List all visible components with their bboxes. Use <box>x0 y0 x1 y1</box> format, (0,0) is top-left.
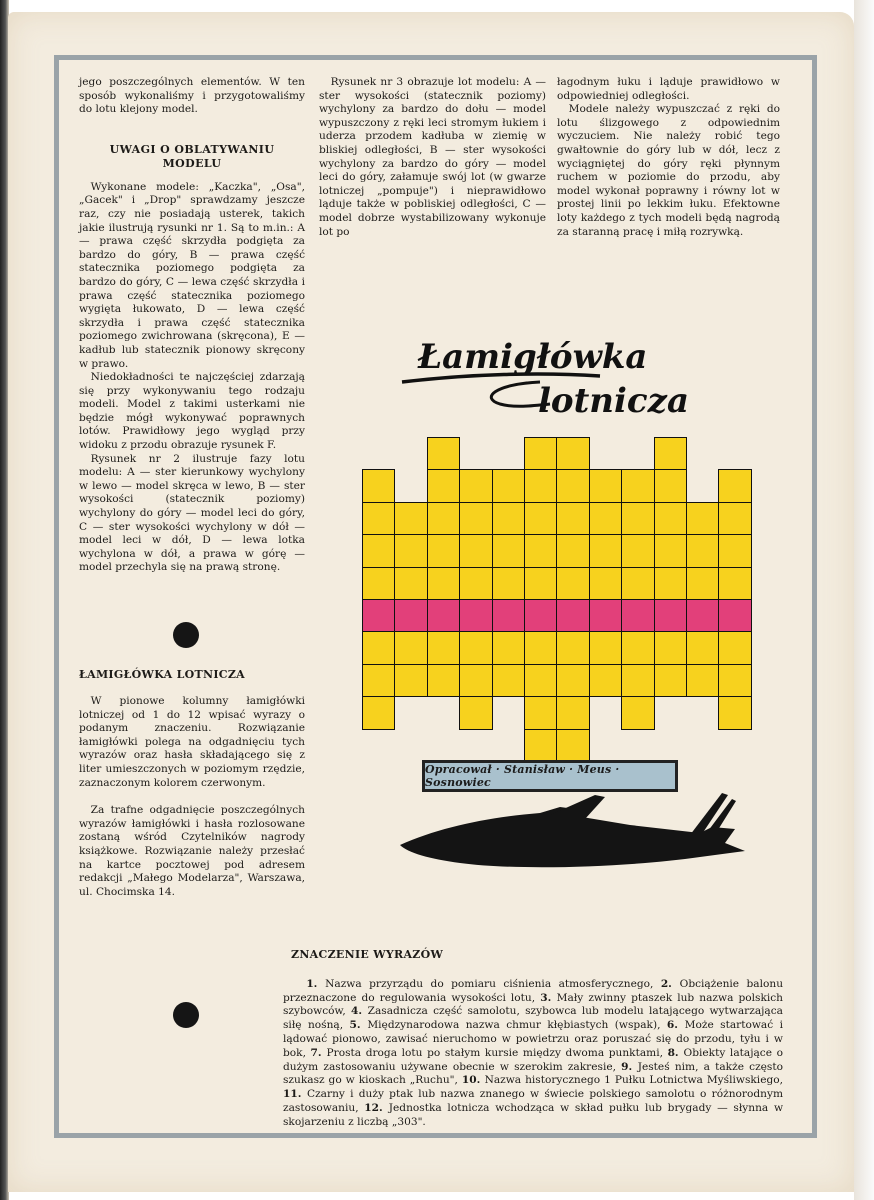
word-meanings <box>283 948 783 1130</box>
crossword-cell <box>427 534 460 567</box>
crossword-cell <box>556 631 589 664</box>
punch-hole-dot <box>173 1002 199 1028</box>
crossword-cell <box>718 631 751 664</box>
crossword-cell <box>556 696 589 729</box>
crossword-cell <box>427 567 460 600</box>
crossword-cell <box>556 502 589 535</box>
column-3 <box>557 76 780 239</box>
intro-text: jego poszczególnych elementów. W ten sposób wykonaliśmy i przygotowaliśmy do lotu klejony model. <box>79 76 305 116</box>
crossword-cell <box>556 469 589 502</box>
crossword-cell <box>362 502 395 535</box>
crossword-cell <box>589 664 622 697</box>
meaning-text: Obiekty latające o dużym zastosowaniu używane obecnie w szerokim zakresie, <box>283 1046 783 1073</box>
airplane-silhouette <box>400 785 750 875</box>
crossword-solution-cell <box>589 599 622 632</box>
crossword-cell <box>654 502 687 535</box>
paragraph: Rysunek nr 2 ilustruje fazy lotu modelu: A — ster kierunkowy wychylony w lewo — model skręca w lewo, B — ster wysokości (statecznik poziomy) wychylony do góry — model leci do góry, C — ster wysokości wychylony w dół — model leci w dół, D — lewa lotka wychylona w dół, a prawa w górę — model przechyla się na prawą stronę. <box>79 452 305 574</box>
crossword-cell <box>718 469 751 502</box>
crossword-solution-cell <box>654 599 687 632</box>
crossword-cell <box>459 567 492 600</box>
crossword-cell <box>621 469 654 502</box>
meanings-heading: ZNACZENIE WYRAZÓW <box>291 948 444 961</box>
puzzle-heading: ŁAMIGŁÓWKA LOTNICZA <box>79 668 246 681</box>
crossword-cell <box>686 631 719 664</box>
plane-wing <box>550 795 605 819</box>
crossword-cell <box>492 534 525 567</box>
crossword-solution-cell <box>362 599 395 632</box>
meaning-number: 4. <box>350 1005 368 1018</box>
crossword-solution-cell <box>427 599 460 632</box>
crossword-solution-cell <box>621 599 654 632</box>
meaning-text: Obciążenie balonu przeznaczone do regulowania wysokości lotu, <box>283 977 784 1004</box>
meanings-list <box>283 978 783 1130</box>
paragraph: łagodnym łuku i ląduje prawidłowo w odpowiedniej odległości. <box>557 76 780 102</box>
meaning-number: 9. <box>621 1060 638 1073</box>
crossword-cell <box>524 729 557 762</box>
crossword-cell <box>492 664 525 697</box>
crossword-solution-cell <box>686 599 719 632</box>
crossword-cell <box>427 664 460 697</box>
crossword-solution-cell <box>492 599 525 632</box>
crossword-cell <box>394 664 427 697</box>
paragraph: Rysunek nr 3 obrazuje lot modelu: A — ster wysokości (statecznik poziomy) wychylony za bardzo do dołu — model wypuszczony z ręki leci stromym łukiem i uderza przodem kadłuba w ziemię w bliskiej odległości, B — ster wysokości wychylony za bardzo do góry — model leci do góry, załamuje swój lot (w gwarze lotniczej „pompuje") i nieprawidłowo ląduje także w pobliskiej odległości, C — model dobrze wystabilizowany wykonuje lot po <box>319 76 546 238</box>
crossword-cell <box>621 567 654 600</box>
crossword-cell <box>524 437 557 470</box>
crossword-cell <box>621 696 654 729</box>
crossword-cell <box>654 437 687 470</box>
crossword-cell <box>524 502 557 535</box>
crossword-cell <box>492 567 525 600</box>
crossword-cell <box>589 502 622 535</box>
meaning-number: 3. <box>540 991 557 1004</box>
column-1 <box>79 76 305 575</box>
crossword-cell <box>362 664 395 697</box>
meaning-text: Nazwa historycznego 1 Pułku Lotnictwa Myśliwskiego, <box>484 1074 783 1087</box>
crossword-cell <box>686 567 719 600</box>
paragraph: Modele należy wypuszczać z ręki do lotu ślizgowego z odpowiednim wyczuciem. Nie należy robić tego gwałtownie do góry lub w dół, lecz z wyciągniętej do góry ręki płynnym ruchem w poziomie do przodu, aby model wykonał poprawny i równy lot w prostej linii po lekkim łuku. Efektowne loty każdego z tych modeli będą nagrodą za staranną pracę i miłą rozrywką. <box>557 103 780 238</box>
crossword-cell <box>556 664 589 697</box>
crossword-cell <box>686 502 719 535</box>
crossword-cell <box>654 534 687 567</box>
crossword-cell <box>524 631 557 664</box>
crossword-cell <box>459 502 492 535</box>
crossword-cell <box>459 631 492 664</box>
crossword-cell <box>621 664 654 697</box>
meaning-text: Zasadnicza część samolotu, szybowca lub modelu latającego wytwarzająca siłę nośną, <box>283 1005 783 1032</box>
crossword-cell <box>686 664 719 697</box>
crossword-cell <box>394 631 427 664</box>
crossword-cell <box>589 534 622 567</box>
crossword-cell <box>362 631 395 664</box>
crossword-cell <box>621 534 654 567</box>
meaning-number: 11. <box>283 1088 307 1101</box>
column-2 <box>319 76 546 239</box>
meaning-text: Jesteś nim, a także często szukasz go w kioskach „Ruchu", <box>283 1060 783 1087</box>
crossword-cell <box>621 502 654 535</box>
crossword-cell <box>654 631 687 664</box>
title-line-2: lotnicza <box>538 381 689 421</box>
crossword-cell <box>427 469 460 502</box>
crossword-cell <box>394 534 427 567</box>
crossword-cell <box>524 534 557 567</box>
crossword-cell <box>718 502 751 535</box>
crossword-cell <box>362 469 395 502</box>
puzzle-title-lettering <box>400 322 700 432</box>
meaning-text: Nazwa przyrządu do pomiaru ciśnienia atmosferycznego, <box>325 977 661 990</box>
meaning-number: 7. <box>310 1046 327 1059</box>
crossword-cell <box>362 534 395 567</box>
crossword-cell <box>589 567 622 600</box>
section-heading-flight-notes: UWAGI O OBLATYWANIU MODELU <box>109 142 275 170</box>
crossword-cell <box>492 631 525 664</box>
crossword-cell <box>492 502 525 535</box>
meaning-text: Mały zwinny ptaszek lub nazwa polskich szybowców, <box>283 991 784 1018</box>
crossword-cell <box>394 502 427 535</box>
crossword-cell <box>589 631 622 664</box>
punch-hole-dot <box>173 622 199 648</box>
crossword-solution-cell <box>556 599 589 632</box>
crossword-cell <box>427 502 460 535</box>
crossword-cell <box>459 696 492 729</box>
crossword-cell <box>621 631 654 664</box>
crossword-cell <box>654 664 687 697</box>
crossword-cell <box>459 469 492 502</box>
meaning-text: Międzynarodowa nazwa chmur kłębiastych (wspak), <box>367 1019 667 1032</box>
meaning-text: Czarny i duży ptak lub nazwa znanego w świecie polskiego samolotu o różnorodnym zastosowaniu, <box>283 1088 783 1114</box>
meaning-number: 6. <box>666 1019 685 1032</box>
page-edge-right <box>854 0 874 1200</box>
paragraph: Niedokładności te najczęściej zdarzają się przy wykonywaniu tego rodzaju modeli. Model z takimi usterkami nie będzie mógł wykonywać poprawnych lotów. Prawidłowy jego wygląd przy widoku z przodu obrazuje rysunek F. <box>79 371 305 452</box>
crossword-cell <box>427 631 460 664</box>
crossword-cell <box>394 567 427 600</box>
meaning-text: Prosta droga lotu po stałym kursie między dwoma punktami, <box>326 1046 668 1059</box>
meaning-text: Jednostka lotnicza wchodząca w skład pułku lub brygady — słynna w skojarzeniu z liczbą „303". <box>283 1101 784 1128</box>
meaning-number: 8. <box>667 1046 684 1059</box>
paragraph: W pionowe kolumny łamigłówki lotniczej od 1 do 12 wpisać wyrazy o podanym znaczeniu. Rozwiązanie łamigłówki polega na odgadnięciu tych wyrazów oraz hasła składającego się z liter umieszczonych w poziomym rzędzie, zaznaczonym kolorem czerwonym. <box>79 695 305 789</box>
crossword-solution-cell <box>459 599 492 632</box>
meaning-number: 10. <box>461 1074 485 1087</box>
crossword-cell <box>654 567 687 600</box>
author-credit: Opracował · Stanisław · Meus · Sosnowiec <box>422 760 678 792</box>
crossword-cell <box>718 567 751 600</box>
crossword-cell <box>718 696 751 729</box>
crossword-cell <box>459 534 492 567</box>
crossword-cell <box>524 664 557 697</box>
crossword-solution-cell <box>718 599 751 632</box>
paragraph: Wykonane modele: „Kaczka", „Osa", „Gacek" i „Drop" sprawdzamy jeszcze raz, czy nie posiadają usterek, takich jakie ilustrują rysunki nr 1. Są to m.in.: A — prawa część skrzydła podgięta za bardzo do góry, B — prawa część statecznika poziomego podgięta za bardzo do góry, C — lewa część skrzydła i prawa część statecznika poziomego wygięta łukowato, D — lewa część skrzydła i prawa część statecznika poziomego zwichrowana (skręcona), E — kadłub lub statecznik pionowy skręcony w prawo. <box>79 180 305 370</box>
crossword-cell <box>718 534 751 567</box>
crossword-cell <box>427 437 460 470</box>
crossword-cell <box>556 534 589 567</box>
paragraph: Za trafne odgadnięcie poszczególnych wyrazów łamigłówki i hasła rozlosowane zostaną wśród Czytelników nagrody książkowe. Rozwiązanie należy przesłać na kartce pocztowej pod adresem redakcji „Małego Modelarza", Warszawa, ul. Chocimska 14. <box>79 804 305 898</box>
crossword-cell <box>556 437 589 470</box>
meaning-number: 1. <box>306 977 326 990</box>
crossword-cell <box>362 567 395 600</box>
crossword-cell <box>589 469 622 502</box>
crossword-cell <box>686 534 719 567</box>
crossword-cell <box>524 469 557 502</box>
crossword-solution-cell <box>394 599 427 632</box>
meaning-text: Może startować i lądować pionowo, zawisać nieruchomo w powietrzu oraz poruszać się do przodu, tyłu i w bok, <box>283 1019 783 1059</box>
crossword-cell <box>654 469 687 502</box>
meaning-number: 2. <box>660 977 680 990</box>
crossword-solution-cell <box>524 599 557 632</box>
crossword-cell <box>492 469 525 502</box>
crossword-cell <box>556 729 589 762</box>
crossword-cell <box>556 567 589 600</box>
crossword-cell <box>718 664 751 697</box>
title-line-1: Łamigłówka <box>418 337 648 377</box>
meaning-number: 5. <box>349 1019 368 1032</box>
crossword-cell <box>459 664 492 697</box>
crossword-cell <box>524 696 557 729</box>
puzzle-info <box>79 668 305 899</box>
meaning-number: 12. <box>364 1101 389 1114</box>
crossword-cell <box>362 696 395 729</box>
crossword-cell <box>524 567 557 600</box>
